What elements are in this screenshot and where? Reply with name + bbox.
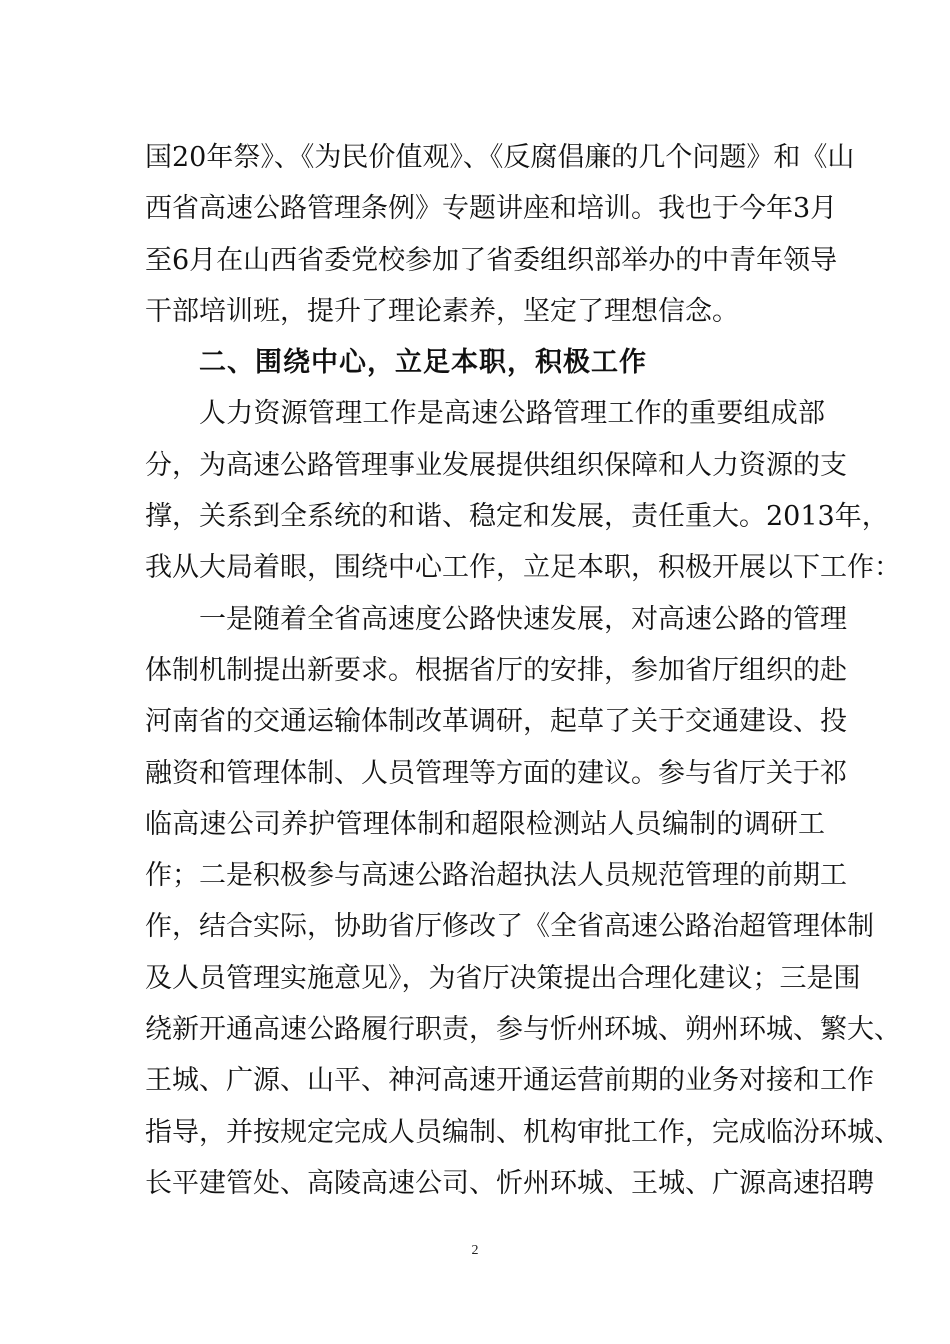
text-line: 撑，关系到全系统的和谐、稳定和发展，责任重大。2013年， bbox=[145, 501, 889, 533]
text-line: 王城、广源、山平、神河高速开通运营前期的业务对接和工作 bbox=[145, 1065, 874, 1097]
text-line: 一是随着全省高速度公路快速发展，对高速公路的管理 bbox=[199, 603, 847, 635]
text-line: 指导，并按规定完成人员编制、机构审批工作，完成临汾环城、 bbox=[145, 1116, 901, 1148]
text-line: 绕新开通高速公路履行职责，参与忻州环城、朔州环城、繁大、 bbox=[145, 1014, 901, 1046]
body-text bbox=[145, 132, 901, 1209]
text-line: 作，结合实际，协助省厅修改了《全省高速公路治超管理体制 bbox=[145, 911, 874, 943]
text-line: 临高速公司养护管理体制和超限检测站人员编制的调研工 bbox=[145, 808, 825, 840]
text-line: 西省高速公路管理条例》专题讲座和培训。我也于今年3月 bbox=[145, 193, 838, 225]
text-line: 至6月在山西省委党校参加了省委组织部举办的中青年领导 bbox=[145, 244, 838, 276]
section-heading: 二、围绕中心，立足本职，积极工作 bbox=[199, 347, 647, 379]
text-line: 长平建管处、高陵高速公司、忻州环城、王城、广源高速招聘 bbox=[145, 1167, 874, 1199]
text-line: 河南省的交通运输体制改革调研，起草了关于交通建设、投 bbox=[145, 706, 847, 738]
page-number: 2 bbox=[471, 1243, 479, 1258]
text-line: 干部培训班，提升了理论素养，坚定了理想信念。 bbox=[145, 295, 739, 327]
text-line: 分，为高速公路管理事业发展提供组织保障和人力资源的支 bbox=[145, 449, 847, 481]
text-line: 及人员管理实施意见》，为省厅决策提出合理化建议；三是围 bbox=[145, 962, 861, 994]
text-line: 人力资源管理工作是高速公路管理工作的重要组成部 bbox=[199, 398, 825, 430]
text-line: 作；二是积极参与高速公路治超执法人员规范管理的前期工 bbox=[145, 860, 847, 892]
text-line: 融资和管理体制、人员管理等方面的建议。参与省厅关于祁 bbox=[145, 757, 847, 789]
text-line: 体制机制提出新要求。根据省厅的安排，参加省厅组织的赴 bbox=[145, 654, 847, 686]
text-line: 我从大局着眼，围绕中心工作，立足本职，积极开展以下工作： bbox=[145, 552, 901, 584]
text-line: 国20年祭》、《为民价值观》、《反腐倡廉的几个问题》和《山 bbox=[145, 142, 855, 173]
